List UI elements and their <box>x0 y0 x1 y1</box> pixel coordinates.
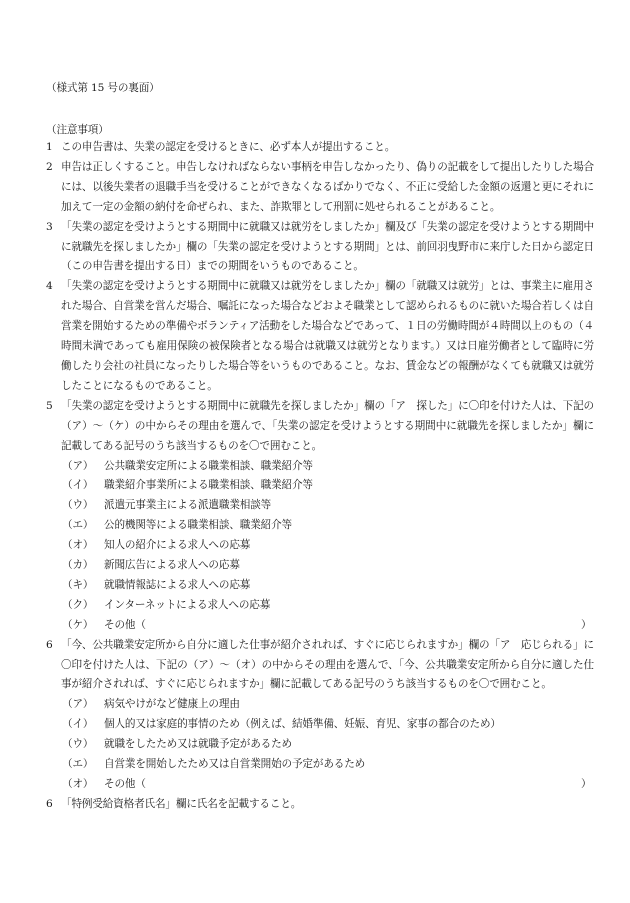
subitem-text: 知人の紹介による求人への応募 <box>104 539 251 552</box>
subitem-text: その他（ <box>104 778 146 790</box>
note-subitem <box>61 735 594 755</box>
note-subitem <box>61 775 594 795</box>
note-text: 「失業の認定を受けようとする期間中に就職又は就労をしましたか」欄及び「失業の認定を受けようとする期間中に就職先を探しましたか」欄の「失業の認定を受けようとする期間」とは、前回羽曳野市に来庁した日から認定日（この申告書を提出する日）までの期間をいうものであること。 <box>61 220 594 273</box>
note-subitem <box>61 616 594 636</box>
note-number: 6 <box>46 797 53 810</box>
subitem-text: その他（ <box>104 618 146 631</box>
note-number: 3 <box>46 220 53 233</box>
note-text: 「今、公共職業安定所から自分に適した仕事が紹介されれば、すぐに応じられますか」欄の「ア 応じられる」に〇印を付けた人は、下記の（ア）～（オ）の中からその理由を選んで、「今、公共職業安定所から自分に適した仕事が紹介されれば、すぐに応じられますか」欄に記載してある記号のうち該当するものを〇で囲むこと。 <box>61 638 594 691</box>
note-item <box>46 397 594 636</box>
subitem-text: 病気やけがなど健康上の理由 <box>104 698 240 711</box>
subitem-label: （ウ） <box>62 499 94 512</box>
note-number: 4 <box>46 280 53 293</box>
subitem-text: 派遣元事業主による派遣職業相談等 <box>104 499 272 512</box>
form-title: （様式第 15 号の裏面） <box>46 82 160 94</box>
note-subitem <box>61 596 594 616</box>
note-subitem <box>61 556 594 576</box>
subitem-label: （ク） <box>62 598 94 611</box>
notes-heading: （注意事項） <box>46 124 109 136</box>
note-subitem <box>61 536 594 556</box>
note-subitem <box>61 576 594 596</box>
subitem-label: （イ） <box>62 718 94 731</box>
subitem-label: （ア） <box>62 459 94 472</box>
note-subitem <box>61 476 594 496</box>
note-item <box>46 636 594 795</box>
subitem-text: 個人的又は家庭的事情のため（例えば、結婚準備、妊娠、育児、家事の都合のため） <box>104 718 501 731</box>
closing-paren: ） <box>581 778 592 790</box>
note-text: 申告は正しくすること。申告しなければならない事柄を申告しなかったり、偽りの記載をして提出したりした場合には、以後失業者の退職手当を受けることができなくなるばかりでなく、不正に受給した金額の返還と更にそれに加えて一定の金額の納付を命ぜられ、また、詐欺罪として刑罰に処せられることがあること。 <box>61 160 594 213</box>
note-item <box>46 795 594 815</box>
subitem-text: 就職情報誌による求人への応募 <box>104 578 251 591</box>
subitem-label: （カ） <box>62 559 94 572</box>
note-number: 1 <box>46 141 53 153</box>
note-item <box>46 218 594 278</box>
note-item <box>46 277 594 396</box>
subitem-label: （ウ） <box>62 738 94 751</box>
note-text: この申告書は、失業の認定を受けるときに、必ず本人が提出すること。 <box>61 141 396 153</box>
subitem-text: インターネットによる求人への応募 <box>104 598 271 611</box>
note-number: 2 <box>46 160 53 173</box>
note-item <box>46 158 594 218</box>
subitem-label: （キ） <box>62 578 94 591</box>
subitem-label: （エ） <box>62 519 94 532</box>
note-text: 「失業の認定を受けようとする期間中に就職先を探しましたか」欄の「ア 探した」に〇印を付けた人は、下記の（ア）～（ケ）の中からその理由を選んで、「失業の認定を受けようとする期間中に就職先を探しましたか」欄に記載してある記号のうち該当するものを〇で囲むこと。 <box>61 399 594 452</box>
note-subitem <box>61 695 594 715</box>
note-subitem <box>61 715 594 735</box>
subitem-text: 職業紹介事業所による職業相談、職業紹介等 <box>104 479 313 492</box>
subitem-text: 公共職業安定所による職業相談、職業紹介等 <box>104 459 313 472</box>
subitem-text: 公的機関等による職業相談、職業紹介等 <box>104 519 292 532</box>
subitem-text: 新聞広告による求人への応募 <box>104 559 240 572</box>
note-number: 5 <box>46 399 53 412</box>
subitem-label: （エ） <box>62 758 94 771</box>
note-subitem <box>61 516 594 536</box>
note-subitem <box>61 457 594 477</box>
subitem-label: （イ） <box>62 479 94 492</box>
subitem-label: （ケ） <box>62 618 94 631</box>
subitem-text: 就職をしたため又は就職予定があるため <box>104 738 292 751</box>
note-subitem <box>61 496 594 516</box>
note-item <box>46 138 594 158</box>
note-text: 「特例受給資格者氏名」欄に氏名を記載すること。 <box>61 797 302 810</box>
closing-paren: ） <box>581 618 592 631</box>
subitem-label: （ア） <box>62 698 94 711</box>
subitem-text: 自営業を開始したため又は自営業開始の予定があるため <box>104 758 366 771</box>
subitem-label: （オ） <box>62 539 94 552</box>
note-number: 6 <box>46 638 53 651</box>
notes-list <box>46 138 594 815</box>
subitem-label: （オ） <box>62 778 94 790</box>
note-subitem <box>61 755 594 775</box>
note-text: 「失業の認定を受けようとする期間中に就職又は就労をしましたか」欄の「就職又は就労」とは、事業主に雇用された場合、自営業を営んだ場合、嘱託になった場合などおよそ職業として認められるものに就いた場合若しくは自営業を開始するための準備やボランティア活動をした場合などであって、１日の労働時間が４時間以上のもの（４時間未満であっても雇用保険の被保険者となる場合は就職又は就労となります。）又は日雇労働者として臨時に労働したり会社の社員になったりした場合等をいうものであること。なお、賃金などの報酬がなくても就職又は就労したことになるものであること。 <box>61 280 594 392</box>
